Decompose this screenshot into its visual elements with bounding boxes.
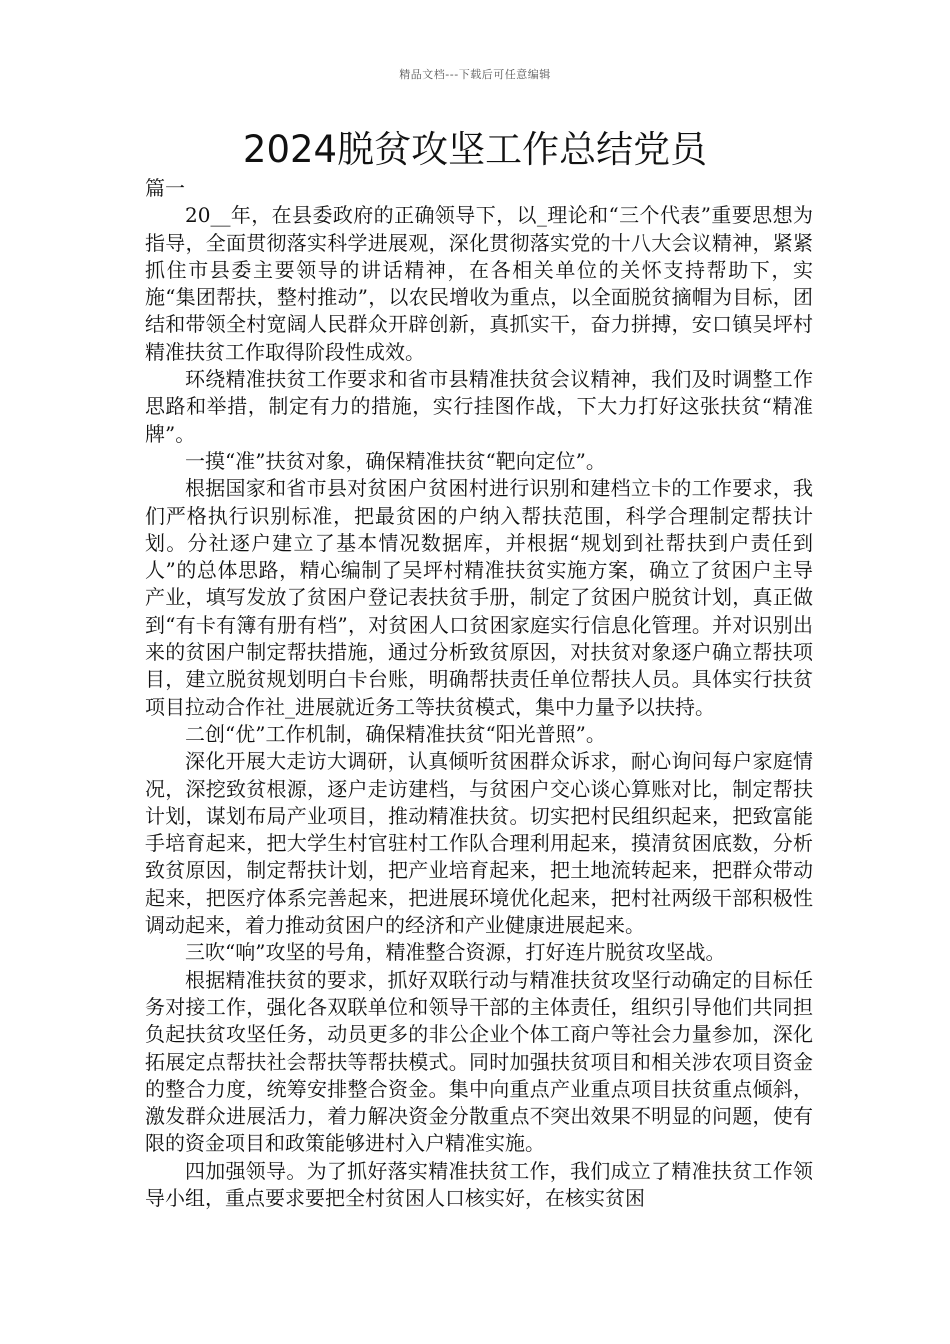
- paragraph-point-three: 根据精准扶贫的要求，抓好双联行动与精准扶贫攻坚行动确定的目标任务对接工作，强化各双联单位和领导干部的主体责任，组织引导他们共同担负起扶贫攻坚任务，动员更多的非公企业个体工商户等社会力量参加，深化拓展定点帮扶社会帮扶等帮扶模式。同时加强扶贫项目和相关涉农项目资金的整合力度，统筹安排整合资金。集中向重点产业重点项目扶贫重点倾斜，激发群众进展活力，着力解决资金分散重点不突出效果不明显的问题，使有限的资金项目和政策能够进村入户精准实施。: [145, 967, 813, 1156]
- paragraph-point-four: 四加强领导。为了抓好落实精准扶贫工作，我们成立了精准扶贫工作领导小组，重点要求要把全村贫困人口核实好，在核实贫困: [145, 1158, 813, 1210]
- heading-point-one: 一摸“准”扶贫对象，确保精准扶贫“靶向定位”。: [185, 448, 606, 473]
- paragraph-point-one: 根据国家和省市县对贫困户贫困村进行识别和建档立卡的工作要求，我们严格执行识别标准，把最贫困的户纳入帮扶范围，科学合理制定帮扶计划。分社逐户建立了基本情况数据库，并根据“规划到社帮扶到户责任到人”的总体思路，精心编制了吴坪村精准扶贫实施方案，确立了贫困户主导产业，填写发放了贫困户登记表扶贫手册，制定了贫困户脱贫计划，真正做到“有卡有簿有册有档”，对贫困人口贫困家庭实行信息化管理。并对识别出来的贫困户制定帮扶措施，通过分析致贫原因，对扶贫对象逐户确立帮扶项目，建立脱贫规划明白卡台账，明确帮扶责任单位帮扶人员。具体实行扶贫项目拉动合作社_进展就近务工等扶贫模式，集中力量予以扶持。: [145, 476, 813, 719]
- paragraph-approach: 环绕精准扶贫工作要求和省市县精准扶贫会议精神，我们及时调整工作思路和举措，制定有力的措施，实行挂图作战，下大力打好这张扶贫“精准牌”。: [145, 367, 813, 446]
- document-body: [145, 175, 813, 1212]
- paragraph-intro: 20__年，在县委政府的正确领导下，以_理论和“三个代表”重要思想为指导，全面贯彻落实科学进展观，深化贯彻落实党的十八大会议精神，紧紧抓住市县委主要领导的讲话精神，在各相关单位的关怀支持帮助下，实施“集团帮扶，整村推动”，以农民增收为重点，以全面脱贫摘帽为目标，团结和带领全村宽阔人民群众开辟创新，真抓实干，奋力拼搏，安口镇吴坪村精准扶贫工作取得阶段性成效。: [145, 203, 813, 364]
- page-header-note: 精品文档---下载后可任意编辑: [399, 68, 551, 81]
- heading-point-three: 三吹“响”攻坚的号角，精准整合资源，打好连片脱贫攻坚战。: [185, 940, 726, 965]
- heading-point-two: 二创“优”工作机制，确保精准扶贫“阳光普照”。: [185, 721, 606, 746]
- paragraph-point-two: 深化开展大走访大调研，认真倾听贫困群众诉求，耐心询问每户家庭情况，深挖致贫根源，逐户走访建档，与贫困户交心谈心算账对比，制定帮扶计划，谋划布局产业项目，推动精准扶贫。切实把村民组织起来，把致富能手培育起来，把大学生村官驻村工作队合理利用起来，摸清贫困底数，分析致贫原因，制定帮扶计划，把产业培育起来，把土地流转起来，把群众带动起来，把医疗体系完善起来，把进展环境优化起来，把村社两级干部积极性调动起来，着力推动贫困户的经济和产业健康进展起来。: [145, 749, 813, 938]
- section-label: 篇一: [145, 176, 185, 200]
- document-title: 2024脱贫攻坚工作总结党员: [242, 128, 708, 171]
